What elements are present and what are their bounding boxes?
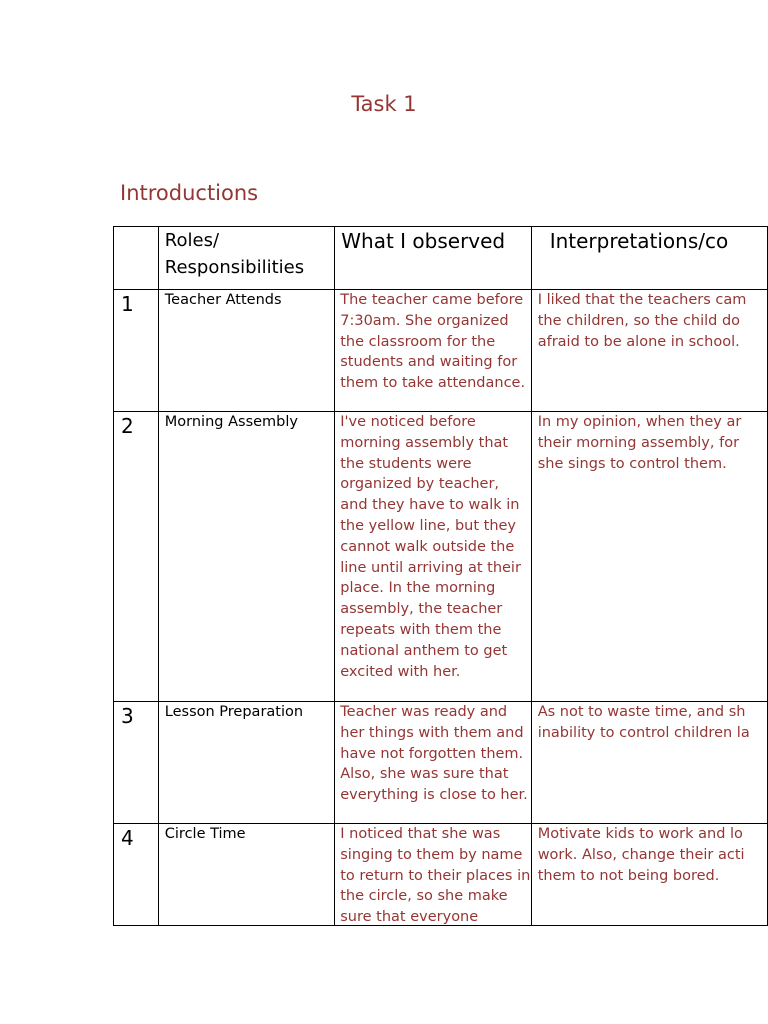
role-cell xyxy=(158,824,334,926)
header-observed-label: What I observed xyxy=(341,229,506,253)
observed-cell xyxy=(335,702,531,824)
interpretation-text xyxy=(532,412,767,474)
row-number-cell xyxy=(114,702,159,824)
row-number: 2 xyxy=(121,414,134,438)
role-cell xyxy=(158,412,334,702)
role-label: Lesson Preparation xyxy=(164,704,304,720)
interpretation-line: I liked that the teachers cam xyxy=(537,292,747,308)
role-label: Teacher Attends xyxy=(164,292,282,308)
role-cell xyxy=(158,702,334,824)
observed-cell xyxy=(335,412,531,702)
role-label: Morning Assembly xyxy=(164,414,298,430)
table-row xyxy=(114,290,768,412)
interpretation-line: In my opinion, when they ar xyxy=(537,414,742,430)
interpretation-line: work. Also, change their acti xyxy=(537,846,745,863)
role-cell xyxy=(158,290,334,412)
table-header-row xyxy=(114,227,768,290)
header-interpretations-cell xyxy=(531,227,767,290)
table-row xyxy=(114,702,768,824)
role-label: Circle Time xyxy=(164,826,246,842)
header-roles-cell xyxy=(158,227,334,290)
interpretation-cell xyxy=(531,290,767,412)
interpretation-line: afraid to be alone in school. xyxy=(537,333,740,350)
observed-cell xyxy=(335,824,531,926)
interpretation-line: the children, so the child do xyxy=(537,312,741,329)
interpretation-cell xyxy=(531,824,767,926)
interpretation-line: their morning assembly, for xyxy=(537,434,740,451)
observed-text: The teacher came before 7:30am. She organized the classroom for the students and waiting for them to take attendance. xyxy=(340,292,526,392)
interpretation-line: she sings to control them. xyxy=(537,455,727,472)
interpretation-line: Motivate kids to work and lo xyxy=(537,826,743,842)
row-number: 3 xyxy=(121,704,134,728)
section-heading: Introductions xyxy=(120,181,259,205)
interpretation-line: As not to waste time, and sh xyxy=(537,704,746,720)
row-number: 4 xyxy=(121,826,134,850)
observed-text: I noticed that she was singing to them by name to return to their places in the circle, so she make sure that everyone xyxy=(340,826,531,924)
row-number: 1 xyxy=(121,292,134,316)
header-roles-label: Roles/ Responsibilities xyxy=(164,230,305,278)
observed-cell xyxy=(335,290,531,412)
interpretation-text xyxy=(532,702,767,744)
table-row xyxy=(114,412,768,702)
header-interpretations-label: Interpretations/co xyxy=(549,229,729,253)
row-number-cell xyxy=(114,412,159,702)
interpretation-cell xyxy=(531,412,767,702)
interpretation-cell xyxy=(531,702,767,824)
document-title: Task 1 xyxy=(351,92,417,116)
interpretation-text xyxy=(532,824,767,886)
observed-text: Teacher was ready and her things with them and have not forgotten them. Also, she was sure that everything is close to her. xyxy=(340,704,528,804)
header-number-cell xyxy=(114,227,159,290)
observed-text: I've noticed before morning assembly that the students were organized by teacher, and they have to walk in the yellow line, but they cannot walk outside the line until arriving at their place. In the morning assembly, the teacher repeats with them the national anthem to get excited with her. xyxy=(340,414,521,680)
interpretation-text xyxy=(532,290,767,352)
table-row xyxy=(114,824,768,926)
row-number-cell xyxy=(114,290,159,412)
row-number-cell xyxy=(114,824,159,926)
interpretation-line: inability to control children la xyxy=(537,724,750,741)
observation-table xyxy=(113,226,768,926)
header-observed-cell xyxy=(335,227,531,290)
interpretation-line: them to not being bored. xyxy=(537,867,720,884)
